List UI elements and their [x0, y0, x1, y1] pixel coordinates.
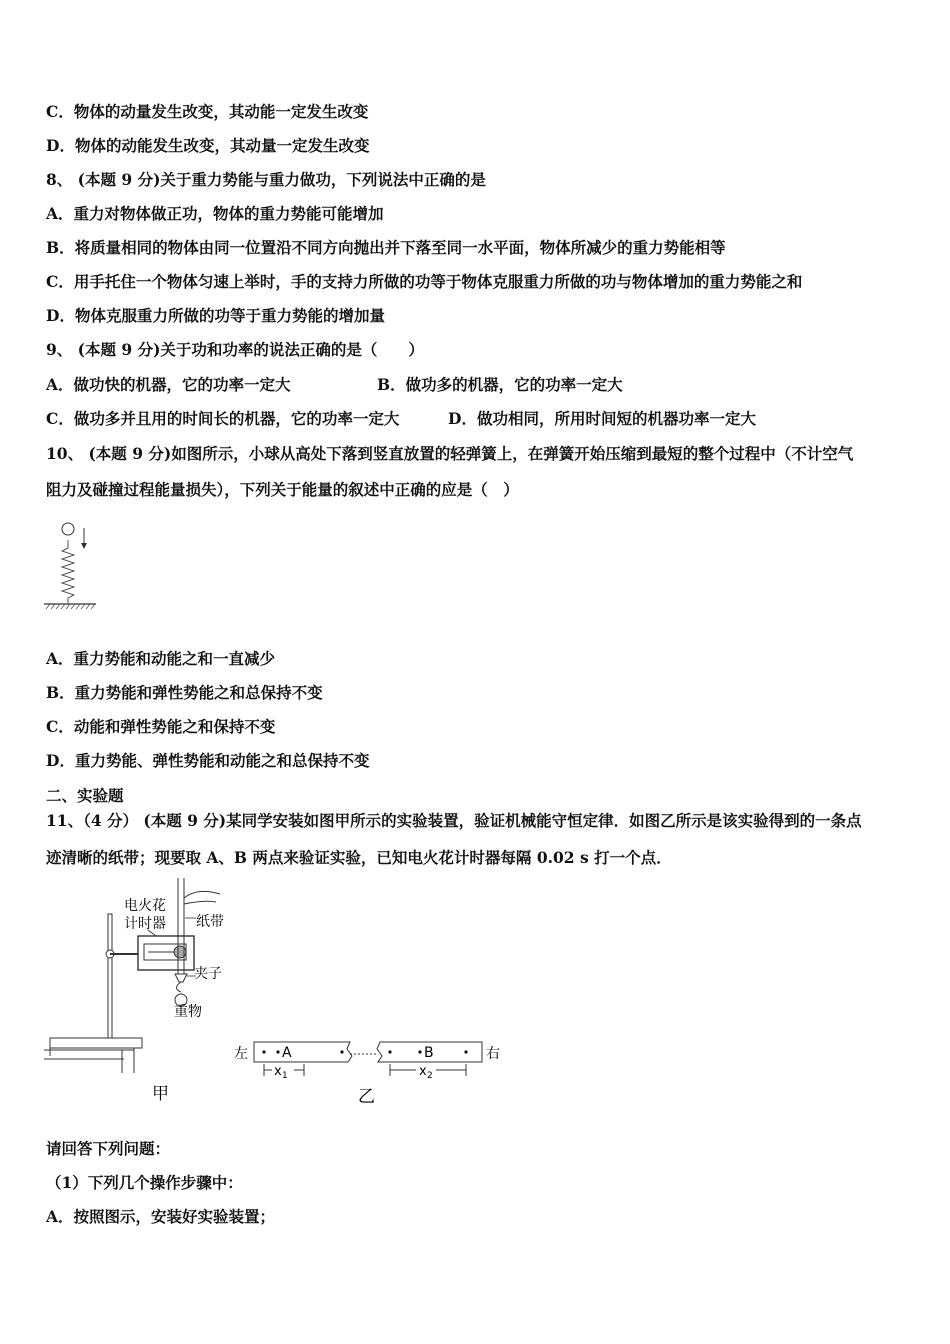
option-10d: D．重力势能、弹性势能和动能之和总保持不变 [46, 751, 370, 770]
question-11-line2: 迹清晰的纸带；现要取 A、B 两点来验证实验，已知电火花计时器每隔 0.02 s 打一个点． [46, 848, 672, 867]
option-8d: D．物体克服重力所做的功等于重力势能的增加量 [46, 306, 385, 325]
option-7c: C．物体的动量发生改变，其动能一定发生改变 [46, 102, 369, 121]
label-left: 左 [234, 1046, 248, 1062]
option-9b: B．做功多的机器，它的功率一定大 [377, 375, 623, 394]
paper-tape-figure-yi [230, 1034, 510, 1110]
label-tape: 纸带 [196, 914, 224, 930]
question-9: 9、 (本题 9 分)关于功和功率的说法正确的是（ ） [46, 340, 424, 359]
question-10-line2: 阻力及碰撞过程能量损失），下列关于能量的叙述中正确的应是（ ） [46, 480, 519, 499]
hand-icon [184, 891, 220, 904]
caption-yi: 乙 [358, 1087, 375, 1107]
apparatus-figure-jia [44, 878, 244, 1108]
label-weight: 重物 [174, 1004, 202, 1020]
option-9d: D．做功相同，所用时间短的机器功率一定大 [448, 409, 756, 428]
label-timer-2: 计时器 [124, 916, 166, 932]
sub-question-1: （1）下列几个操作步骤中： [46, 1173, 243, 1192]
tape-left-icon [254, 1042, 352, 1062]
option-9c: C．做功多并且用的时间长的机器，它的功率一定大 [46, 409, 400, 428]
option-10b: B．重力势能和弹性势能之和总保持不变 [46, 683, 323, 702]
point-a-dot [276, 1050, 279, 1053]
clip-icon [175, 974, 187, 982]
option-8b: B．将质量相同的物体由同一位置沿不同方向抛出并下落至同一水平面，物体所减少的重力势能相等 [46, 238, 726, 257]
option-10a: A．重力势能和动能之和一直减少 [46, 649, 276, 668]
option-9a: A．做功快的机器，它的功率一定大 [46, 375, 291, 394]
label-x2-subscript: 2 [427, 1071, 433, 1081]
option-8a: A．重力对物体做正功，物体的重力势能可能增加 [46, 204, 384, 223]
section-title-experiment: 二、实验题 [46, 786, 124, 805]
option-8c: C．用手托住一个物体匀速上举时，手的支持力所做的功等于物体克服重力所做的功与物体增加的重力势能之和 [46, 272, 803, 291]
prompt-answer: 请回答下列问题： [46, 1139, 171, 1158]
label-x1: x [274, 1064, 282, 1079]
point-b-dot [418, 1050, 421, 1053]
question-10-line1: 10、 (本题 9 分)如图所示，小球从高处下落到竖直放置的轻弹簧上，在弹簧开始压缩到最短的整个过程中（不计空气 [46, 444, 854, 463]
spring-icon [62, 548, 74, 604]
label-point-b: B [424, 1045, 434, 1061]
label-x1-subscript: 1 [282, 1071, 288, 1081]
label-timer-1: 电火花 [124, 898, 166, 914]
question-11-line1: 11、（4 分） (本题 9 分)某同学安装如图甲所示的实验装置，验证机械能守恒定律．如图乙所示是该实验得到的一条点 [46, 811, 862, 830]
label-point-a: A [282, 1045, 292, 1061]
stand-rod-icon [108, 914, 112, 1038]
caption-jia: 甲 [152, 1084, 169, 1104]
label-right: 右 [486, 1046, 500, 1062]
step-a: A．按照图示，安装好实验装置； [46, 1207, 276, 1226]
stand-base-icon [50, 1038, 142, 1048]
option-10c: C．动能和弹性势能之和保持不变 [46, 717, 276, 736]
spring-figure [40, 518, 100, 613]
option-7d: D．物体的动能发生改变，其动量一定发生改变 [46, 136, 370, 155]
question-8: 8、 (本题 9 分)关于重力势能与重力做功，下列说法中正确的是 [46, 170, 486, 189]
label-x2: x [419, 1064, 427, 1079]
ball-icon [62, 523, 74, 535]
label-clip: 夹子 [194, 966, 222, 982]
